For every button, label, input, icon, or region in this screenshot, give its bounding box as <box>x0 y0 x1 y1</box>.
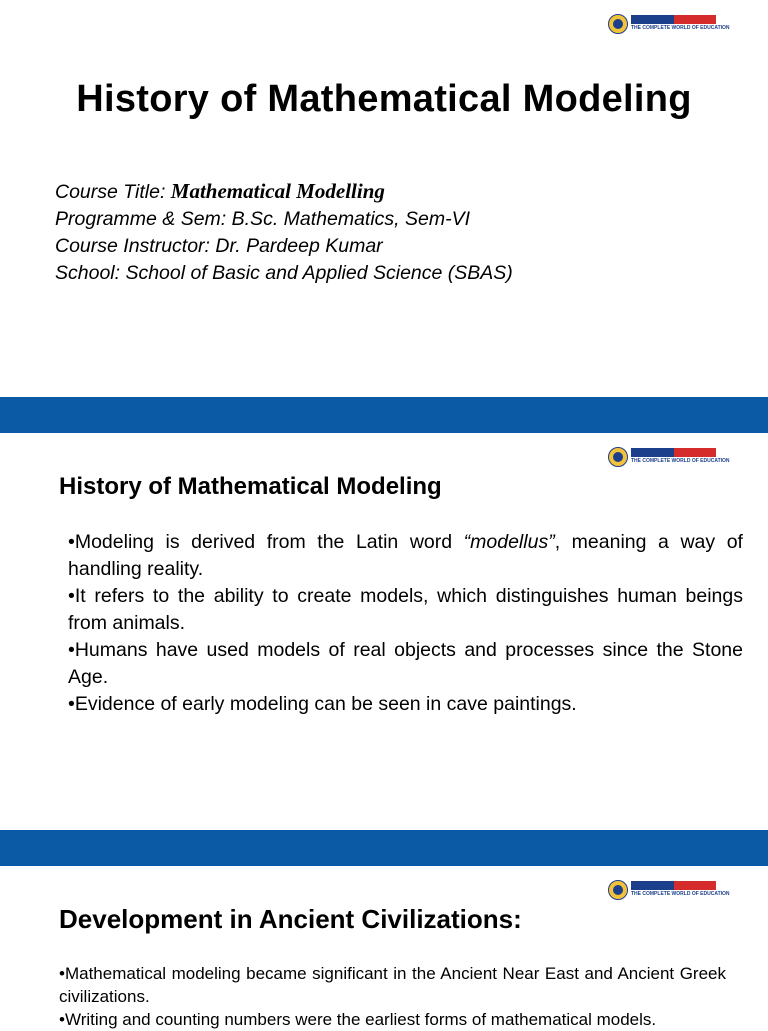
logo-wordmark <box>631 15 716 24</box>
bullet-item: •Writing and counting numbers were the earliest forms of mathematical models. <box>59 1010 657 1029</box>
ancient-civilizations-slide <box>0 866 768 1029</box>
university-seal-icon <box>608 14 628 34</box>
bullet-item: •Evidence of early modeling can be seen in cave paintings. <box>68 693 577 715</box>
course-title-line <box>55 178 513 206</box>
slide-title: History of Mathematical Modeling <box>76 78 692 120</box>
university-seal-icon <box>608 880 628 900</box>
slide-heading: History of Mathematical Modeling <box>59 473 442 500</box>
bullet-text: , meaning a way of handling reality. <box>68 531 743 580</box>
history-slide <box>0 433 768 830</box>
slide-divider <box>0 397 768 433</box>
university-logo <box>608 447 730 469</box>
logo-tagline: THE COMPLETE WORLD OF EDUCATION <box>631 891 730 897</box>
bullet-item <box>68 529 743 583</box>
bullet-item: •Humans have used models of real objects and processes since the Stone Age. <box>68 639 743 688</box>
university-seal-icon <box>608 447 628 467</box>
slide-heading: Development in Ancient Civilizations: <box>59 904 522 934</box>
logo-wordmark <box>631 881 716 890</box>
logo-tagline: THE COMPLETE WORLD OF EDUCATION <box>631 458 730 464</box>
course-title-label: Course Title: <box>55 181 171 203</box>
bullet-item: •Mathematical modeling became significant in the Ancient Near East and Ancient Greek civilizations. <box>59 964 726 1006</box>
title-slide <box>0 0 768 397</box>
bullet-item: •It refers to the ability to create models, which distinguishes human beings from animals. <box>68 585 743 634</box>
instructor-line: Course Instructor: Dr. Pardeep Kumar <box>55 235 383 257</box>
course-title-value: Mathematical Modelling <box>170 179 385 203</box>
school-line: School: School of Basic and Applied Science (SBAS) <box>55 262 513 284</box>
logo-wordmark <box>631 448 716 457</box>
latin-term: “modellus” <box>463 531 555 553</box>
logo-tagline: THE COMPLETE WORLD OF EDUCATION <box>631 25 730 31</box>
university-logo <box>608 880 730 902</box>
bullet-list <box>59 962 726 1031</box>
university-logo <box>608 14 730 36</box>
course-info <box>55 178 513 287</box>
bullet-text: •Modeling is derived from the Latin word <box>68 531 464 553</box>
slide-divider <box>0 830 768 866</box>
bullet-list <box>68 529 743 718</box>
programme-line: Programme & Sem: B.Sc. Mathematics, Sem-VI <box>55 208 471 230</box>
